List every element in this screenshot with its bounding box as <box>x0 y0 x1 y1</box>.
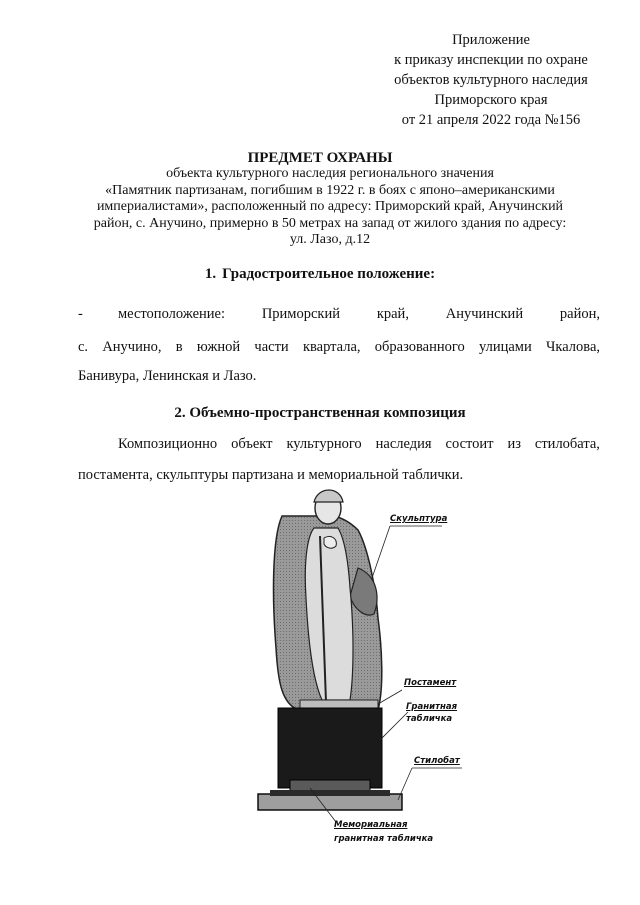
section-2-heading: 2. Объемно-пространственная композиция <box>174 405 466 421</box>
word: с. <box>78 339 89 355</box>
word: стилобата, <box>534 436 600 452</box>
paragraph-line: Банивура, Ленинская и Лазо. <box>78 368 257 384</box>
subtitle-line: «Памятник партизанам, погибшим в 1922 г. в боях с японо–американскими <box>105 182 555 198</box>
label-sculpture: Скульптура <box>390 514 448 524</box>
appendix-line: Приморского края <box>434 92 548 108</box>
paragraph-line: постамента, скульптуры партизана и мемориальной таблички. <box>78 467 464 483</box>
stylobate <box>258 794 402 810</box>
section-1-paragraph <box>78 302 600 389</box>
pedestal <box>278 708 382 788</box>
word: из <box>507 436 521 452</box>
appendix-header <box>360 30 622 130</box>
word: Композиционно <box>118 436 218 452</box>
word: Чкалова, <box>545 339 600 355</box>
word: квартала, <box>302 339 361 355</box>
document-subtitle <box>60 166 600 249</box>
sculpture-base <box>300 700 378 708</box>
word: наследия <box>375 436 432 452</box>
section-1-title: Градостроительное положение: <box>222 266 436 282</box>
appendix-line: объектов культурного наследия <box>394 72 588 88</box>
label-granite-plaque: Гранитная <box>406 702 458 712</box>
label-pedestal: Постамент <box>404 678 457 688</box>
appendix-line: к приказу инспекции по охране <box>394 52 588 68</box>
sculpture-hat <box>314 490 343 502</box>
word: улицами <box>478 339 532 355</box>
paragraph-line <box>78 335 600 360</box>
bullet-dash: - <box>78 306 83 322</box>
label-granite-plaque-2: табличка <box>406 714 453 724</box>
word: Анучинский <box>445 306 524 322</box>
word: край, <box>376 306 409 322</box>
subtitle-line: империалистами», расположенный по адресу: Приморский край, Анучинский <box>96 199 564 214</box>
word: местоположение: <box>118 306 225 322</box>
word: состоит <box>445 436 494 452</box>
subtitle-line: район, с. Анучино, примерно в 50 метрах на запад от жилого здания по адресу: <box>93 215 567 231</box>
label-stylobate: Стилобат <box>414 756 460 766</box>
monument-figure <box>250 478 490 858</box>
word: объект <box>231 436 273 452</box>
word: Анучино, <box>102 339 162 355</box>
appendix-line: Приложение <box>452 32 530 48</box>
word: культурного <box>286 436 362 452</box>
word: южной <box>196 339 241 355</box>
paragraph-line <box>78 302 600 327</box>
monument-drawing <box>250 478 490 858</box>
section-1-number: 1. <box>204 266 217 282</box>
appendix-line: от 21 апреля 2022 года №156 <box>401 112 581 128</box>
section-1-heading <box>0 266 640 283</box>
word: части <box>254 339 289 355</box>
word: Приморский <box>261 306 340 322</box>
subtitle-line: ул. Лазо, д.12 <box>289 232 371 247</box>
word: образованного <box>374 339 465 355</box>
paragraph-line <box>78 432 600 457</box>
document-title: ПРЕДМЕТ ОХРАНЫ <box>247 150 393 166</box>
label-memorial-plaque: Мемориальная <box>334 820 408 830</box>
label-memorial-plaque-2: гранитная табличка <box>334 834 434 844</box>
subtitle-line: объекта культурного наследия регионального значения <box>166 166 494 181</box>
word: в <box>175 339 183 355</box>
word: район, <box>559 306 600 322</box>
